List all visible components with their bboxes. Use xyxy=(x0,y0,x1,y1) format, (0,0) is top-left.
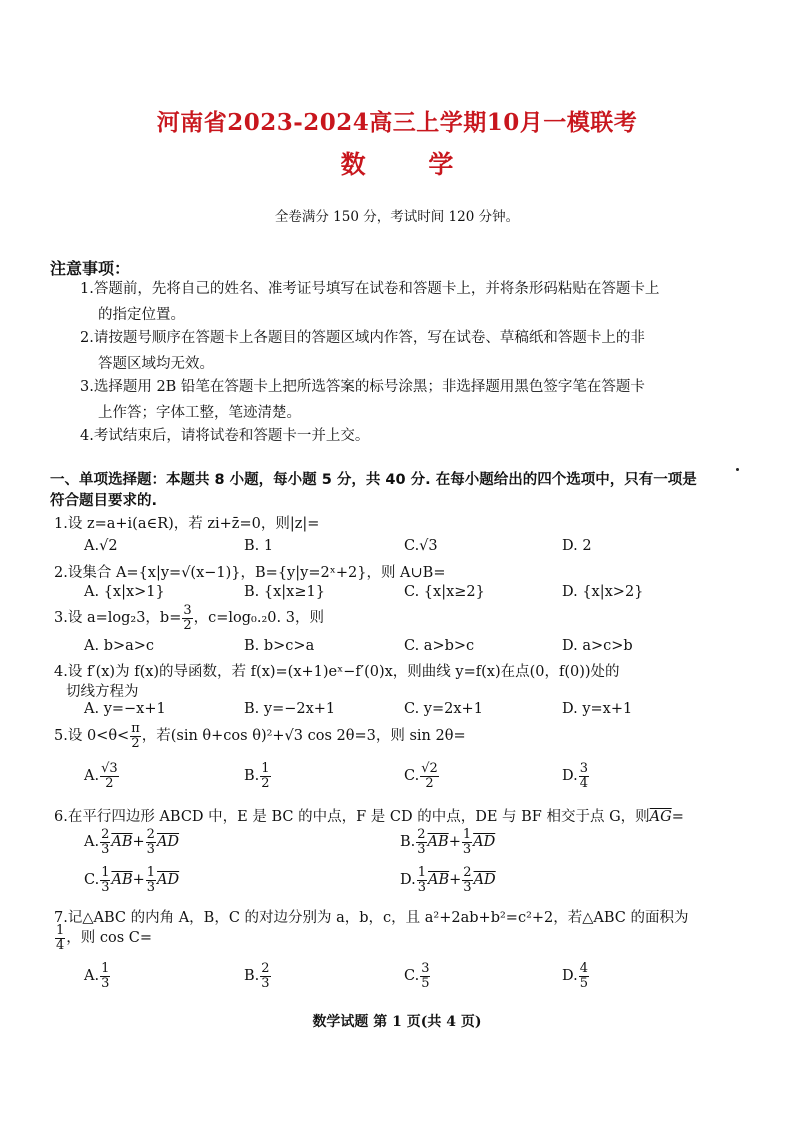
q6-a-vec2: $\overline{AD}$ xyxy=(156,834,180,851)
q5-option-d xyxy=(562,762,590,790)
q7-c-den: 5 xyxy=(421,975,430,991)
q4-option-b: B. y=−2x+1 xyxy=(244,701,336,717)
q2-option-d: D. {x|x>2} xyxy=(562,584,644,600)
q5-b-den: 2 xyxy=(261,775,270,791)
q6-d-vec2: $\overline{AD}$ xyxy=(473,872,496,889)
q3-stem xyxy=(54,604,324,632)
q6-b-vec1: $\overline{AB}$ xyxy=(427,834,449,851)
q6-option-b: B. $\frac{2}{3}$ $\overline{AB}+$ $\frac{1}{3}$ $\overline{AD}$ xyxy=(400,827,496,857)
q5-d-num: 3 xyxy=(579,761,588,776)
q6-b-label: B. xyxy=(400,834,416,851)
q6-d-n1: 1 xyxy=(417,865,426,880)
q4-stem-line2: 切线方程为 xyxy=(66,684,139,700)
notice-item-4-line1: 4.考试结束后，请将试卷和答题卡一并上交。 xyxy=(80,428,370,444)
q7-d-num: 4 xyxy=(579,961,588,976)
q7-stem-line2 xyxy=(54,924,152,952)
notice-item-3 xyxy=(80,374,720,426)
q6-d-frac2 xyxy=(462,866,472,894)
q5-option-a xyxy=(84,762,120,790)
q6-c-frac2 xyxy=(146,866,156,894)
q6-stem-vector: $\overline{AG}$ xyxy=(649,809,672,825)
q2-option-b: B. {x|x≥1} xyxy=(244,584,325,600)
q7-c-num: 3 xyxy=(421,961,430,976)
q7-b-frac xyxy=(260,962,270,990)
q5-d-den: 4 xyxy=(579,775,588,791)
q1-stem: 1.设 z=a+i(a∈R)，若 zi+z̄=0，则|z|= xyxy=(54,516,320,532)
q7-d-frac xyxy=(579,962,589,990)
q5-pi-fraction xyxy=(130,722,141,750)
q6-b-d2: 3 xyxy=(462,841,472,857)
q7-c-label: C. xyxy=(404,968,420,985)
exam-meta: 全卷满分 150 分，考试时间 120 分钟。 xyxy=(274,209,520,225)
q6-a-d2: 3 xyxy=(146,841,155,857)
q6-c-vec2: $\overline{AD}$ xyxy=(157,872,180,889)
q7-area-den: 4 xyxy=(56,937,65,953)
q6-d-vec1: $\overline{AB}$ xyxy=(428,872,450,889)
q6-c-frac1 xyxy=(100,866,110,894)
q2-stem: 2.设集合 A={x|y=√(x−1)}，B={y|y=2ˣ+2}，则 A∪B= xyxy=(54,565,446,581)
q4-stem-line1: 4.设 f′(x)为 f(x)的导函数，若 f(x)=(x+1)eˣ−f′(0)x，则曲线 y=f(x)在点(0，f(0))处的 xyxy=(54,664,620,680)
q6-c-n2: 1 xyxy=(146,865,156,880)
q6-stem-post: = xyxy=(671,809,684,825)
q5-a-label: A. xyxy=(84,768,100,785)
q4-option-c: C. y=2x+1 xyxy=(404,701,483,717)
q6-d-d2: 3 xyxy=(463,879,472,895)
q4-option-d: D. y=x+1 xyxy=(562,701,633,717)
notice-item-2-line1: 2.请按题号顺序在答题卡上各题目的答题区域内作答，写在试卷、草稿纸和答题卡上的非 xyxy=(80,330,645,346)
q5-pi-num: π xyxy=(131,721,140,736)
q6-stem xyxy=(54,805,684,826)
q6-b-d1: 3 xyxy=(417,841,426,857)
notice-item-1-line2: 的指定位置。 xyxy=(98,307,185,323)
q6-a-d1: 3 xyxy=(101,841,110,857)
q7-stem-post: ，则 cos C= xyxy=(66,930,153,947)
q7-stem-line1: 7.记△ABC 的内角 A，B，C 的对边分别为 a，b，c，且 a²+2ab+b²=c²+2，若△ABC 的面积为 xyxy=(54,910,689,926)
q7-c-frac xyxy=(420,962,430,990)
q5-a-num: √3 xyxy=(101,761,118,776)
q5-b-num: 1 xyxy=(261,761,270,776)
exam-title: 河南省2023-2024高三上学期10月一模联考 xyxy=(156,109,638,136)
notice-item-1-line1: 1.答题前，先将自己的姓名、准考证号填写在试卷和答题卡上，并将条形码粘贴在答题卡上 xyxy=(80,281,660,297)
q6-d-d1: 3 xyxy=(417,879,426,895)
q5-stem-pre: 5.设 0<θ< xyxy=(54,728,130,745)
q3-stem-pre: 3.设 a=log₂3，b= xyxy=(54,610,182,627)
q3-fraction xyxy=(182,604,192,632)
notice-item-4 xyxy=(80,423,720,449)
q6-c-label: C. xyxy=(84,872,100,889)
q6-b-frac1 xyxy=(416,828,426,856)
q5-stem-post: ，若(sin θ+cos θ)²+√3 cos 2θ=3，则 sin 2θ= xyxy=(141,728,466,745)
q7-a-label: A. xyxy=(84,968,100,985)
q7-area-frac xyxy=(55,924,65,952)
q6-a-label: A. xyxy=(84,834,100,851)
notice-item-2 xyxy=(80,325,720,377)
q6-d-frac1 xyxy=(417,866,427,894)
q5-c-label: C. xyxy=(404,768,420,785)
q1-option-a: A.√2 xyxy=(84,538,118,554)
section-1-heading: 一、单项选择题：本题共 8 小题，每小题 5 分，共 40 分. 在每小题给出的四个选项中，只有一项是符合题目要求的. xyxy=(50,472,697,509)
q6-c-n1: 1 xyxy=(101,865,110,880)
q7-a-den: 3 xyxy=(101,975,110,991)
q3-stem-post: ，c=log₀.₂0. 3，则 xyxy=(193,610,324,627)
q5-a-frac xyxy=(100,762,119,790)
q7-a-frac xyxy=(100,962,110,990)
q6-c-d2: 3 xyxy=(146,879,156,895)
q3-option-d: D. a>c>b xyxy=(562,638,633,654)
q3-option-c: C. a>b>c xyxy=(404,638,475,654)
q5-d-frac xyxy=(579,762,589,790)
q7-option-a xyxy=(84,962,111,990)
q6-c-d1: 3 xyxy=(101,879,110,895)
subject-title: 数 学 xyxy=(340,150,454,179)
q7-d-label: D. xyxy=(562,968,578,985)
q6-b-n1: 2 xyxy=(417,827,426,842)
q6-option-c: C. $\frac{1}{3}$ $\overline{AB}+$ $\frac{1}{3}$ $\overline{AD}$ xyxy=(84,865,180,895)
notice-item-3-line2: 上作答；字体工整，笔迹清楚。 xyxy=(98,405,301,421)
q6-b-n2: 1 xyxy=(462,827,472,842)
q5-c-den: 2 xyxy=(425,775,434,791)
q7-b-den: 3 xyxy=(261,975,270,991)
q5-stem xyxy=(54,722,466,750)
q7-option-b xyxy=(244,962,272,990)
q7-option-d xyxy=(562,962,590,990)
q7-area-num: 1 xyxy=(56,923,65,938)
q6-stem-pre: 6.在平行四边形 ABCD 中，E 是 BC 的中点，F 是 CD 的中点，DE 与 BF 相交于点 G，则 xyxy=(54,809,650,825)
q1-option-b: B. 1 xyxy=(244,538,274,554)
q1-option-c: C.√3 xyxy=(404,538,438,554)
q5-b-label: B. xyxy=(244,768,260,785)
q6-d-label: D. xyxy=(400,872,416,889)
notice-item-1 xyxy=(80,276,720,328)
q6-a-vec1: $\overline{AB}$ xyxy=(111,834,133,851)
q6-a-n2: 2 xyxy=(146,827,155,842)
q6-b-frac2 xyxy=(462,828,472,856)
q1-option-d: D. 2 xyxy=(562,538,592,554)
q6-d-n2: 2 xyxy=(463,865,472,880)
q3-option-a: A. b>a>c xyxy=(84,638,155,654)
q5-option-b xyxy=(244,762,272,790)
scan-speck xyxy=(736,468,739,471)
q6-b-vec2: $\overline{AD}$ xyxy=(473,834,496,851)
q6-option-d: D. $\frac{1}{3}$ $\overline{AB}+$ $\frac{2}{3}$ $\overline{AD}$ xyxy=(400,865,496,895)
q5-pi-den: 2 xyxy=(131,735,140,751)
q7-d-den: 5 xyxy=(579,975,588,991)
notice-item-3-line1: 3.选择题用 2B 铅笔在答题卡上把所选答案的标号涂黑；非选择题用黑色签字笔在答题卡 xyxy=(80,379,645,395)
q5-option-c xyxy=(404,762,440,790)
q5-c-num: √2 xyxy=(421,761,438,776)
q7-b-label: B. xyxy=(244,968,260,985)
q3-option-b: B. b>c>a xyxy=(244,638,315,654)
q4-option-a: A. y=−x+1 xyxy=(84,701,166,717)
notice-heading: 注意事项： xyxy=(50,259,131,278)
q6-c-vec1: $\overline{AB}$ xyxy=(111,872,133,889)
q3-frac-num: 3 xyxy=(183,603,192,618)
q7-option-c xyxy=(404,962,431,990)
page-footer: 数学试题 第 1 页(共 4 页) xyxy=(312,1014,482,1030)
q6-a-frac1 xyxy=(100,828,110,856)
q5-c-frac xyxy=(420,762,439,790)
q2-option-a: A. {x|x>1} xyxy=(84,584,165,600)
q3-frac-den: 2 xyxy=(183,617,192,633)
q6-a-n1: 2 xyxy=(101,827,110,842)
q5-a-den: 2 xyxy=(105,775,114,791)
q5-b-frac xyxy=(260,762,270,790)
q7-b-num: 2 xyxy=(261,961,270,976)
notice-item-2-line2: 答题区域均无效。 xyxy=(98,356,214,372)
q6-a-frac2 xyxy=(146,828,156,856)
q5-d-label: D. xyxy=(562,768,578,785)
q6-option-a: A. $\frac{2}{3}$ $\overline{AB}+$ $\frac{2}{3}$ $\overline{AD}$ xyxy=(84,827,180,857)
q2-option-c: C. {x|x≥2} xyxy=(404,584,485,600)
q7-a-num: 1 xyxy=(101,961,110,976)
